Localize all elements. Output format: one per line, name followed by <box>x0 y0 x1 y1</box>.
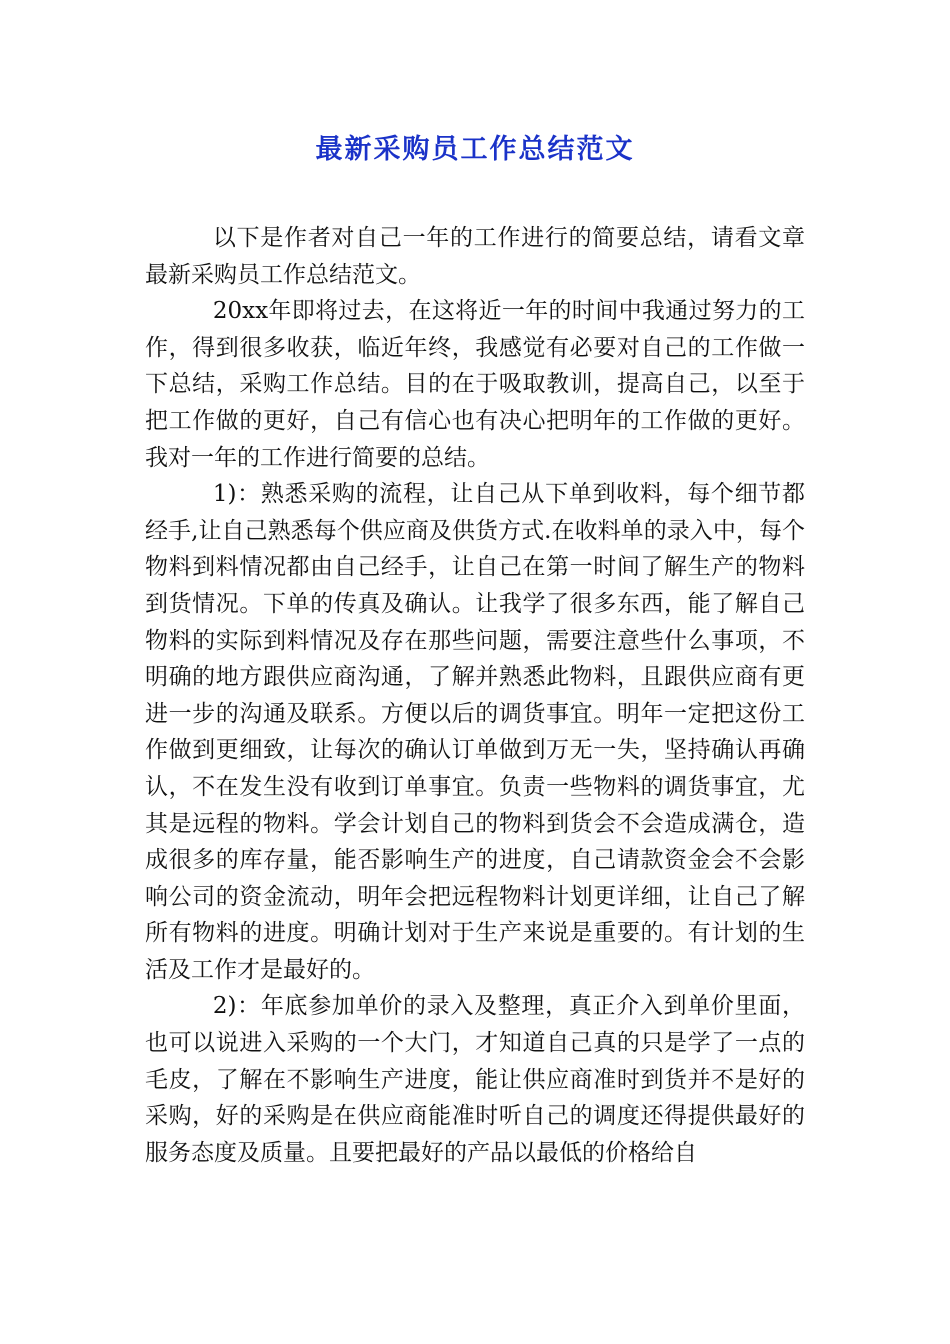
paragraph-point-2: 2)：年底参加单价的录入及整理，真正介入到单价里面，也可以说进入采购的一个大门，才知道自己真的只是学了一点的毛皮，了解在不影响生产进度，能让供应商准时到货并不是好的采购，好的采购是在供应商能准时听自己的调度还得提供最好的服务态度及质量。且要把最好的产品以最低的价格给自 <box>145 993 805 1166</box>
paragraph-intro: 以下是作者对自己一年的工作进行的简要总结，请看文章最新采购员工作总结范文。 <box>145 225 805 288</box>
paragraph-point-1: 1)：熟悉采购的流程，让自己从下单到收料，每个细节都经手,让自己熟悉每个供应商及供货方式.在收料单的录入中，每个物料到料情况都由自己经手，让自己在第一时间了解生产的物料到货情况。下单的传真及确认。让我学了很多东西，能了解自己物料的实际到料情况及存在那些问题，需要注意些什么事项，不明确的地方跟供应商沟通，了解并熟悉此物料，且跟供应商有更进一步的沟通及联系。方便以后的调货事宜。明年一定把这份工作做到更细致，让每次的确认订单做到万无一失，坚持确认再确认，不在发生没有收到订单事宜。负责一些物料的调货事宜，尤其是远程的物料。学会计划自己的物料到货会不会造成满仓，造成很多的库存量，能否影响生产的进度，自己请款资金会不会影响公司的资金流动，明年会把远程物料计划更详细，让自己了解所有物料的进度。明确计划对于生产来说是重要的。有计划的生活及工作才是最好的。 <box>145 481 805 983</box>
paragraph-overview: 20xx年即将过去，在这将近一年的时间中我通过努力的工作，得到很多收获，临近年终，我感觉有必要对自己的工作做一下总结，采购工作总结。目的在于吸取教训，提高自己，以至于把工作做的更好，自己有信心也有决心把明年的工作做的更好。我对一年的工作进行简要的总结。 <box>145 298 805 471</box>
document-body <box>145 220 805 1171</box>
document-title: 最新采购员工作总结范文 <box>315 134 635 165</box>
